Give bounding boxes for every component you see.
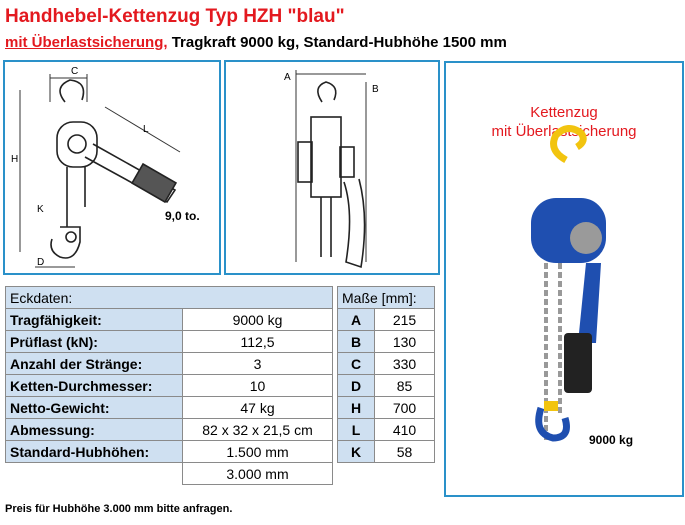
dim-key: B <box>338 331 375 353</box>
label-d: D <box>37 257 45 268</box>
spec-value: 9000 kg <box>183 309 333 331</box>
photo-caption-line1: Kettenzug <box>530 104 598 121</box>
top-hook-drawing <box>60 80 83 102</box>
dim-value: 215 <box>375 309 435 331</box>
spec-label: Tragfähigkeit: <box>6 309 183 331</box>
specs-table <box>5 286 333 485</box>
specs-header: Eckdaten: <box>6 287 333 309</box>
spec-label: Abmessung: <box>6 419 183 441</box>
table-row <box>6 309 333 331</box>
product-photo <box>446 63 682 495</box>
photo-load-label: 9000 kg <box>589 433 634 447</box>
photo-lever <box>578 263 601 343</box>
label-b: B <box>372 84 379 95</box>
table-row <box>338 331 435 353</box>
spec-value: 1.500 mm <box>183 441 333 463</box>
dim-key: A <box>338 309 375 331</box>
dim-key: L <box>338 419 375 441</box>
subtitle-overload: mit Überlastsicherung, <box>5 34 168 51</box>
dim-key: D <box>338 375 375 397</box>
dim-key: H <box>338 397 375 419</box>
side-view-svg <box>5 62 219 273</box>
spec-label: Prüflast (kN): <box>6 331 183 353</box>
front-view-svg <box>226 62 438 273</box>
spec-value: 47 kg <box>183 397 333 419</box>
spec-label: Standard-Hubhöhen: <box>6 441 183 463</box>
label-c: C <box>71 66 79 77</box>
dim-key: K <box>338 441 375 463</box>
hoist-outline <box>51 80 176 258</box>
table-row <box>338 375 435 397</box>
label-h: H <box>11 154 19 165</box>
chain-hoist-illustration <box>531 128 606 443</box>
table-row <box>338 397 435 419</box>
photo-bottom-hook <box>539 408 567 438</box>
photo-top-hook <box>554 128 584 160</box>
footnote: Preis für Hubhöhe 3.000 mm bitte anfragen. <box>5 503 233 515</box>
spec-label: Ketten-Durchmesser: <box>6 375 183 397</box>
table-row <box>6 375 333 397</box>
dim-key: C <box>338 353 375 375</box>
spec-value: 3 <box>183 353 333 375</box>
label-l: L <box>143 124 149 135</box>
page-title: Handhebel-Kettenzug Typ HZH "blau" <box>5 6 345 27</box>
dim-value: 410 <box>375 419 435 441</box>
label-a: A <box>284 72 291 83</box>
table-row <box>338 441 435 463</box>
subtitle <box>5 34 507 51</box>
front-body-drawing <box>311 117 341 197</box>
table-row <box>6 353 333 375</box>
subtitle-specs: Tragkraft 9000 kg, Standard-Hubhöhe 1500 mm <box>171 34 507 51</box>
table-row <box>6 331 333 353</box>
spec-value: 82 x 32 x 21,5 cm <box>183 419 333 441</box>
front-lever-drawing <box>344 179 365 267</box>
spec-label: Netto-Gewicht: <box>6 397 183 419</box>
table-row <box>6 441 333 463</box>
dim-value: 700 <box>375 397 435 419</box>
dimensions-table <box>337 286 435 463</box>
dim-value: 130 <box>375 331 435 353</box>
table-row <box>338 419 435 441</box>
table-row <box>6 397 333 419</box>
dim-value: 58 <box>375 441 435 463</box>
front-view-drawing <box>224 60 440 275</box>
spec-value-extra: 3.000 mm <box>183 463 333 485</box>
load-capacity-label: 9,0 to. <box>165 209 200 223</box>
spec-value: 112,5 <box>183 331 333 353</box>
product-photo-panel <box>444 61 684 497</box>
photo-lever-grip <box>564 333 592 393</box>
dim-value: 85 <box>375 375 435 397</box>
side-view-drawing <box>3 60 221 275</box>
front-top-hook-drawing <box>318 82 336 102</box>
dim-value: 330 <box>375 353 435 375</box>
table-row <box>338 309 435 331</box>
dimensions-header: Maße [mm]: <box>338 287 435 309</box>
spec-label: Anzahl der Stränge: <box>6 353 183 375</box>
table-row <box>6 419 333 441</box>
bottom-hook-drawing <box>51 227 80 258</box>
label-k: K <box>37 204 44 215</box>
hoist-front-outline <box>298 82 365 267</box>
table-row <box>6 463 333 485</box>
table-row <box>338 353 435 375</box>
spec-value: 10 <box>183 375 333 397</box>
photo-caption-line2: mit Überlastsicherung <box>491 123 637 140</box>
